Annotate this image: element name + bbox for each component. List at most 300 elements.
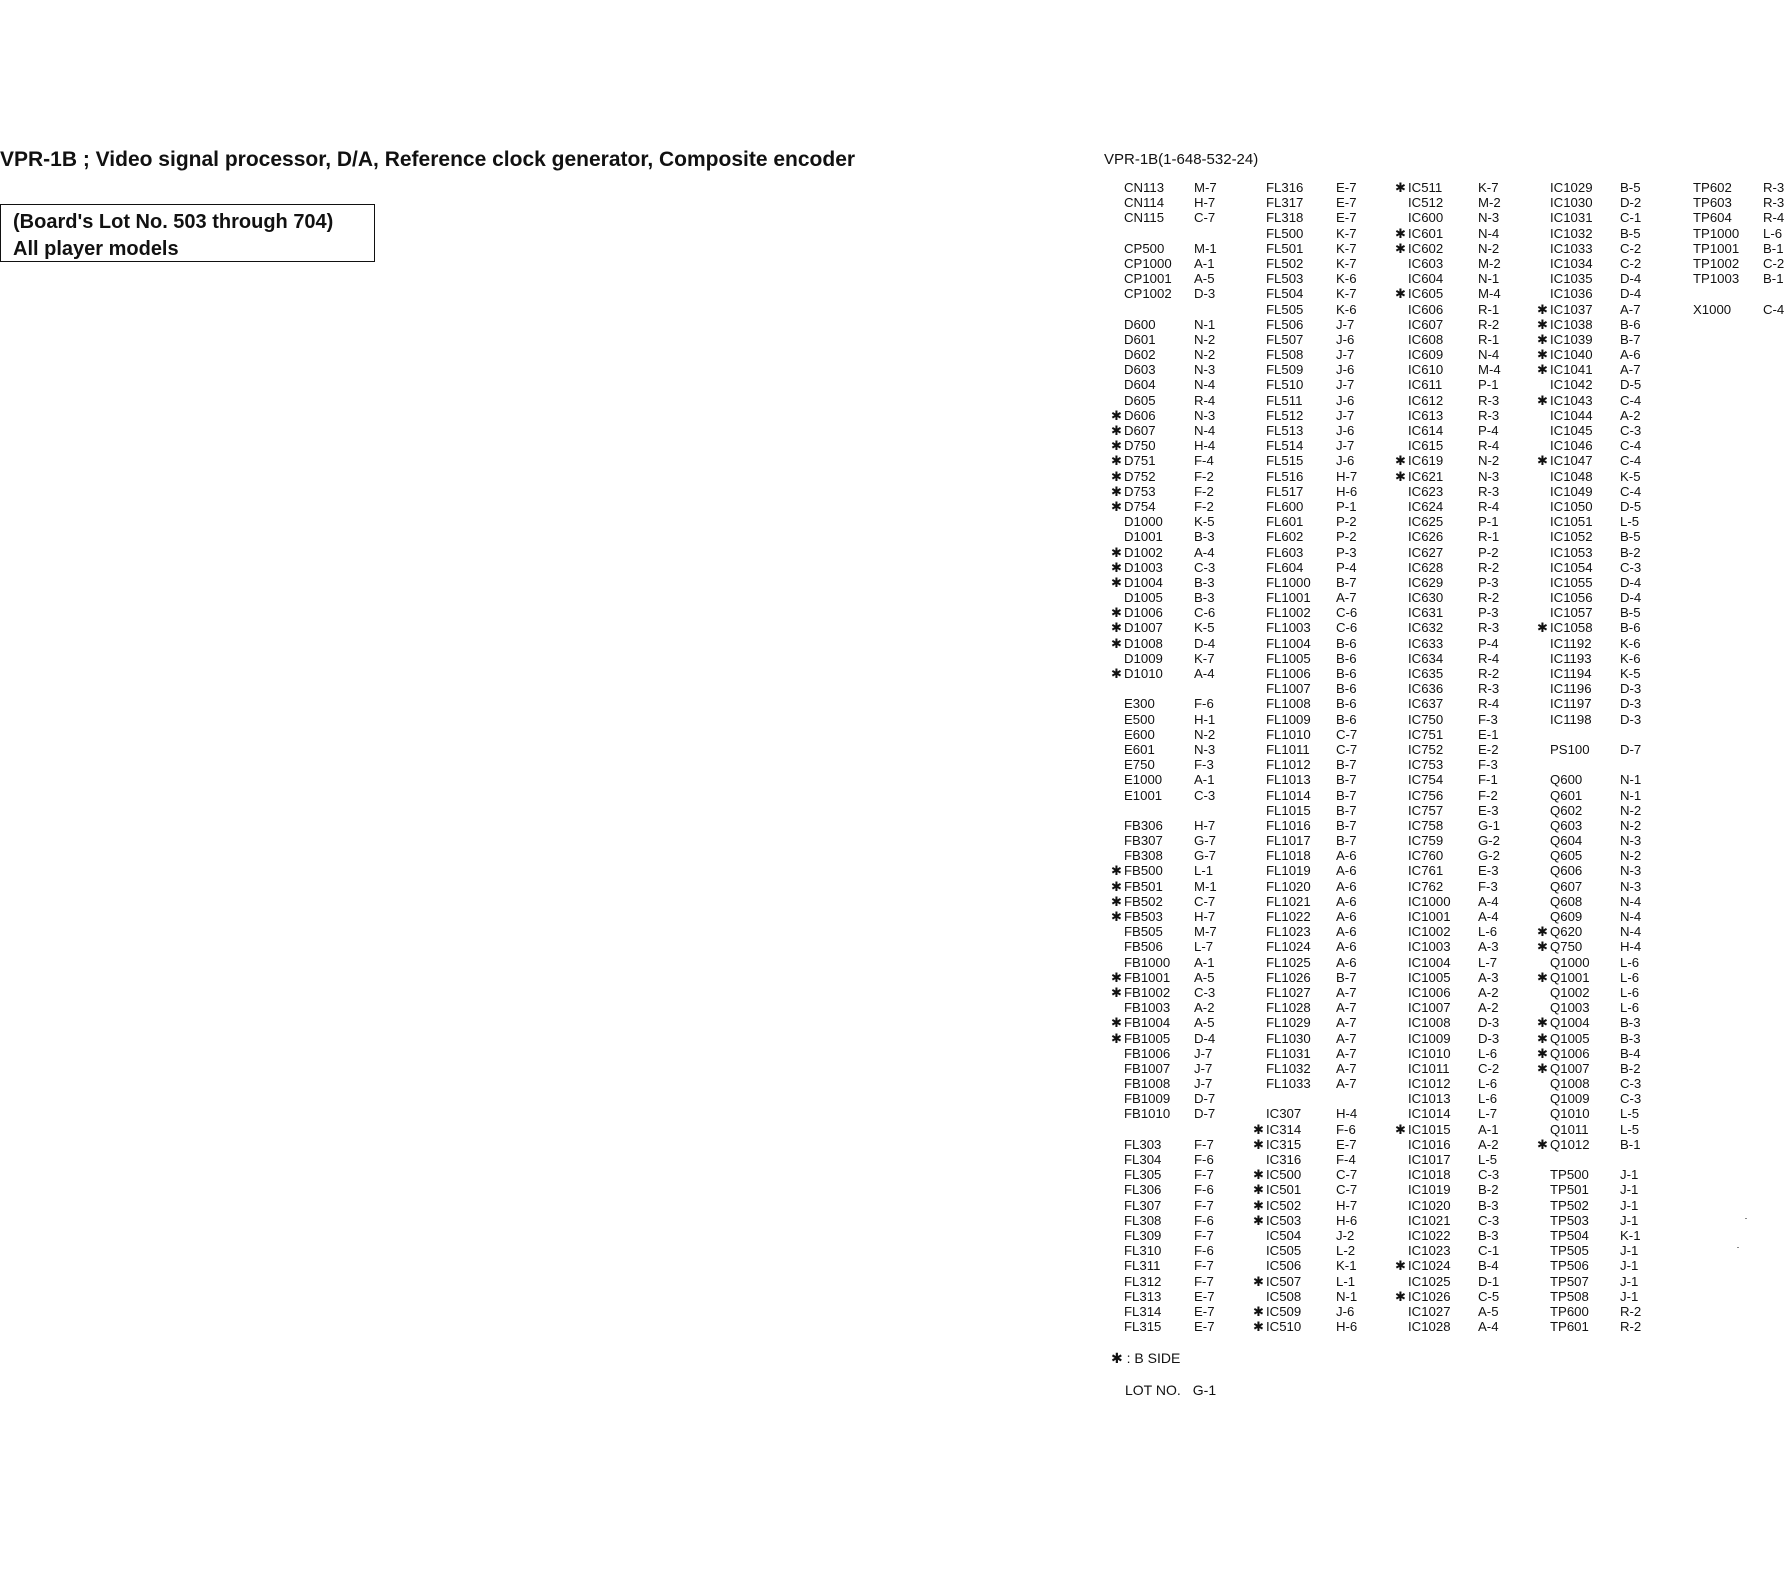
part-ref: FL1014: [1266, 787, 1311, 803]
part-location: B-3: [1620, 1015, 1641, 1031]
part-location: H-4: [1336, 1106, 1358, 1122]
part-ref: IC1052: [1550, 529, 1593, 545]
part-ref: D607: [1124, 423, 1156, 438]
part-location: F-7: [1194, 1258, 1214, 1274]
part-location: B-6: [1620, 620, 1641, 636]
part-location: A-5: [1194, 1015, 1215, 1031]
part-ref: FL1006: [1266, 666, 1311, 681]
part-ref: X1000: [1693, 301, 1732, 317]
part-location: A-4: [1478, 893, 1499, 909]
part-location: L-6: [1620, 954, 1640, 970]
part-ref: FL1005: [1266, 650, 1311, 666]
part-ref: IC619: [1408, 453, 1444, 469]
part-ref: FB505: [1124, 924, 1163, 940]
part-ref: FL315: [1124, 1319, 1162, 1335]
part-ref: FL314: [1124, 1303, 1162, 1319]
part-location: L-7: [1478, 1106, 1498, 1122]
b-side-marker: ✱: [1537, 924, 1549, 940]
part-ref: D1002: [1124, 544, 1163, 560]
part-location: C-4: [1620, 392, 1642, 408]
part-ref: FL1015: [1266, 802, 1311, 818]
part-ref: IC608: [1408, 331, 1444, 347]
part-ref: IC1004: [1408, 954, 1451, 970]
part-ref: D1007: [1124, 620, 1163, 636]
part-ref: FL601: [1266, 514, 1304, 530]
part-location: N-2: [1620, 817, 1642, 833]
models-text: All player models: [13, 238, 179, 260]
part-location: N-1: [1478, 271, 1500, 287]
part-ref: IC1001: [1408, 909, 1451, 924]
part-location: L-6: [1763, 225, 1783, 241]
part-ref: D605: [1124, 392, 1156, 408]
part-location: N-3: [1620, 863, 1642, 879]
part-location: F-4: [1336, 1152, 1356, 1167]
part-location: K-7: [1336, 240, 1357, 256]
part-ref: Q1003: [1550, 1000, 1590, 1016]
part-ref: Q603: [1550, 817, 1583, 833]
part-location: M-4: [1478, 362, 1501, 378]
part-ref: IC1029: [1550, 180, 1593, 195]
part-ref: FL1019: [1266, 863, 1311, 879]
part-ref: IC1026: [1408, 1288, 1451, 1304]
part-ref: IC500: [1266, 1167, 1302, 1183]
part-location: A-7: [1336, 1015, 1357, 1031]
part-location: H-7: [1194, 909, 1216, 924]
part-location: N-1: [1620, 772, 1642, 788]
part-location: P-3: [1478, 574, 1499, 590]
part-location: J-7: [1336, 438, 1355, 454]
part-ref: IC758: [1408, 817, 1444, 833]
part-location: K-7: [1194, 650, 1215, 666]
part-ref: FL603: [1266, 544, 1304, 560]
part-ref: IC501: [1266, 1182, 1302, 1198]
part-ref: IC612: [1408, 392, 1444, 408]
part-ref: FB1006: [1124, 1045, 1171, 1061]
part-ref: D751: [1124, 453, 1156, 469]
part-location: D-4: [1194, 1030, 1216, 1046]
part-location: F-6: [1194, 1182, 1214, 1198]
part-location: D-7: [1194, 1091, 1216, 1107]
part-location: K-1: [1620, 1227, 1641, 1243]
part-location: A-5: [1478, 1303, 1499, 1319]
part-location: R-4: [1763, 210, 1784, 226]
part-location: J-1: [1620, 1167, 1639, 1183]
part-ref: IC621: [1408, 468, 1444, 484]
part-ref: FL311: [1124, 1258, 1161, 1274]
part-ref: IC1012: [1408, 1076, 1451, 1092]
part-ref: IC510: [1266, 1319, 1302, 1335]
part-ref: FL1027: [1266, 984, 1311, 1000]
b-side-marker: ✱: [1537, 347, 1549, 363]
part-location: J-2: [1336, 1227, 1355, 1243]
part-ref: IC762: [1408, 878, 1444, 894]
part-ref: FL308: [1124, 1212, 1162, 1228]
part-ref: D1005: [1124, 590, 1163, 606]
part-location: P-1: [1478, 514, 1499, 530]
part-location: N-2: [1194, 726, 1216, 742]
part-ref: FL1022: [1266, 909, 1311, 924]
part-location: B-7: [1336, 817, 1357, 833]
part-ref: IC1036: [1550, 286, 1593, 302]
part-location: F-2: [1194, 468, 1214, 484]
part-location: K-6: [1336, 301, 1357, 317]
part-ref: Q1012: [1550, 1136, 1590, 1152]
part-location: R-4: [1478, 438, 1500, 454]
part-location: H-4: [1620, 939, 1642, 955]
part-ref: D1000: [1124, 514, 1163, 530]
part-ref: IC1015: [1408, 1121, 1451, 1137]
part-location: N-4: [1478, 225, 1500, 241]
part-ref: IC1008: [1408, 1015, 1451, 1031]
part-ref: IC1002: [1408, 924, 1451, 940]
part-ref: IC615: [1408, 438, 1444, 454]
part-location: C-7: [1336, 726, 1358, 742]
b-side-marker: ✱: [1111, 1015, 1123, 1031]
part-location: A-5: [1194, 271, 1215, 287]
part-location: R-3: [1478, 620, 1500, 636]
part-location: R-1: [1478, 331, 1500, 347]
part-ref: FB1005: [1124, 1030, 1171, 1046]
part-location: J-1: [1620, 1288, 1639, 1304]
part-ref: FB307: [1124, 833, 1163, 849]
part-ref: FL1031: [1266, 1045, 1311, 1061]
part-ref: CP500: [1124, 240, 1165, 256]
part-ref: IC1192: [1550, 635, 1592, 651]
part-location: C-4: [1763, 301, 1784, 317]
part-ref: IC307: [1266, 1106, 1302, 1122]
part-location: N-4: [1620, 893, 1642, 909]
part-ref: TP503: [1550, 1212, 1589, 1228]
part-ref: IC1197: [1550, 696, 1592, 712]
part-ref: FL515: [1266, 453, 1304, 469]
part-ref: IC635: [1408, 666, 1444, 681]
b-side-marker: ✱: [1537, 1060, 1549, 1076]
part-location: C-4: [1620, 438, 1642, 454]
b-side-marker: ✱: [1111, 620, 1123, 636]
part-ref: FL514: [1266, 438, 1304, 454]
part-ref: IC1023: [1408, 1243, 1451, 1259]
part-ref: CN113: [1124, 180, 1165, 195]
part-location: N-4: [1620, 909, 1642, 924]
part-location: A-7: [1620, 301, 1641, 317]
part-ref: FL1024: [1266, 939, 1311, 955]
part-location: J-1: [1620, 1273, 1639, 1289]
part-ref: IC602: [1408, 240, 1444, 256]
part-ref: IC1025: [1408, 1273, 1451, 1289]
part-ref: FL1020: [1266, 878, 1311, 894]
part-location: A-2: [1194, 1000, 1215, 1016]
part-ref: TP500: [1550, 1167, 1589, 1183]
part-ref: IC604: [1408, 271, 1444, 287]
part-location: A-6: [1336, 909, 1357, 924]
part-ref: IC634: [1408, 650, 1444, 666]
lot-range-text: (Board's Lot No. 503 through 704): [13, 211, 334, 233]
part-location: R-4: [1478, 650, 1500, 666]
part-ref: FB1002: [1124, 984, 1171, 1000]
part-location: B-7: [1336, 757, 1357, 773]
part-location: F-2: [1194, 483, 1214, 499]
b-side-marker: ✱: [1537, 1015, 1549, 1031]
part-location: A-6: [1336, 863, 1357, 879]
part-location: G-7: [1194, 848, 1216, 864]
b-side-marker: ✱: [1111, 666, 1123, 681]
part-location: B-3: [1620, 1030, 1641, 1046]
part-location: J-7: [1194, 1060, 1213, 1076]
part-ref: FL307: [1124, 1197, 1162, 1213]
part-ref: FL303: [1124, 1136, 1162, 1152]
part-ref: FL313: [1124, 1288, 1162, 1304]
part-ref: CP1002: [1124, 286, 1172, 302]
b-side-marker: ✱: [1111, 605, 1123, 621]
part-location: H-1: [1194, 711, 1216, 727]
part-ref: IC609: [1408, 347, 1444, 363]
part-ref: IC610: [1408, 362, 1444, 378]
part-ref: FL1030: [1266, 1030, 1311, 1046]
part-ref: IC1193: [1550, 650, 1592, 666]
part-ref: FL1021: [1266, 893, 1311, 909]
part-location: C-7: [1194, 893, 1216, 909]
b-side-marker: ✱: [1111, 453, 1123, 469]
part-location: J-6: [1336, 331, 1355, 347]
b-side-marker: ✱: [1111, 984, 1123, 1000]
part-location: B-6: [1336, 650, 1357, 666]
part-location: B-1: [1763, 240, 1784, 256]
b-side-marker: ✱: [1111, 1030, 1123, 1046]
part-ref: FL501: [1266, 240, 1304, 256]
part-ref: Q605: [1550, 848, 1583, 864]
part-location: J-1: [1620, 1258, 1639, 1274]
part-location: N-4: [1194, 377, 1216, 393]
part-ref: IC1049: [1550, 483, 1593, 499]
part-ref: IC503: [1266, 1212, 1302, 1228]
part-location: N-1: [1194, 316, 1216, 332]
part-ref: IC614: [1408, 423, 1444, 438]
part-ref: IC613: [1408, 407, 1444, 423]
part-location: P-4: [1336, 559, 1357, 575]
part-ref: IC623: [1408, 483, 1444, 499]
part-location: L-5: [1620, 1121, 1640, 1137]
part-location: J-6: [1336, 362, 1355, 378]
part-ref: FB502: [1124, 893, 1163, 909]
b-side-marker: ✱: [1111, 407, 1123, 423]
part-location: G-2: [1478, 833, 1500, 849]
part-ref: FL604: [1266, 559, 1304, 575]
part-ref: IC316: [1266, 1152, 1302, 1167]
part-ref: TP601: [1550, 1319, 1589, 1335]
part-location: R-4: [1478, 696, 1500, 712]
b-side-marker: ✱: [1395, 240, 1407, 256]
part-location: L-6: [1620, 984, 1640, 1000]
part-location: D-3: [1478, 1015, 1500, 1031]
part-location: J-7: [1194, 1076, 1213, 1092]
part-ref: Q609: [1550, 909, 1583, 924]
part-ref: FL600: [1266, 498, 1304, 514]
part-location: C-4: [1620, 483, 1642, 499]
part-location: R-2: [1620, 1319, 1642, 1335]
part-ref: IC1042: [1550, 377, 1593, 393]
part-ref: FL1009: [1266, 711, 1311, 727]
part-ref: FL500: [1266, 225, 1304, 241]
b-side-marker: ✱: [1537, 1030, 1549, 1046]
part-location: A-3: [1478, 969, 1499, 985]
part-ref: FL312: [1124, 1273, 1162, 1289]
part-ref: D1009: [1124, 650, 1163, 666]
part-ref: E600: [1124, 726, 1155, 742]
part-ref: D750: [1124, 438, 1156, 454]
b-side-marker: ✱: [1253, 1121, 1265, 1137]
part-location: A-4: [1194, 666, 1215, 681]
part-location: C-3: [1620, 1076, 1642, 1092]
part-ref: FL509: [1266, 362, 1304, 378]
part-ref: FB1010: [1124, 1106, 1171, 1122]
part-ref: TP1001: [1693, 240, 1740, 256]
b-side-marker: ✱: [1537, 301, 1549, 317]
part-location: D-4: [1620, 286, 1642, 302]
part-ref: IC1019: [1408, 1182, 1451, 1198]
part-location: F-3: [1194, 757, 1214, 773]
part-location: L-5: [1620, 514, 1640, 530]
part-location: J-1: [1620, 1197, 1639, 1213]
part-ref: FB1003: [1124, 1000, 1171, 1016]
part-location: F-6: [1336, 1121, 1356, 1137]
part-location: P-2: [1336, 529, 1357, 545]
part-location: L-7: [1194, 939, 1214, 955]
part-ref: FL1011: [1266, 741, 1310, 757]
page-title: VPR-1B ; Video signal processor, D/A, Reference clock generator, Composite encoder: [0, 148, 856, 171]
part-ref: FL510: [1266, 377, 1304, 393]
part-location: F-3: [1478, 878, 1498, 894]
part-ref: FB1001: [1124, 969, 1171, 985]
part-ref: IC1014: [1408, 1106, 1451, 1122]
part-location: P-1: [1478, 377, 1499, 393]
part-ref: E300: [1124, 696, 1155, 712]
part-ref: IC506: [1266, 1258, 1302, 1274]
part-location: A-2: [1620, 407, 1641, 423]
part-location: A-6: [1336, 924, 1357, 940]
b-side-marker: ✱: [1253, 1197, 1265, 1213]
part-ref: FL316: [1266, 180, 1304, 195]
part-location: A-1: [1194, 954, 1215, 970]
part-ref: TP604: [1693, 210, 1732, 226]
part-ref: TP600: [1550, 1303, 1589, 1319]
part-ref: IC606: [1408, 301, 1444, 317]
part-ref: FL318: [1266, 210, 1304, 226]
part-location: J-7: [1194, 1045, 1213, 1061]
part-location: B-3: [1194, 590, 1215, 606]
part-location: E-3: [1478, 802, 1499, 818]
lot-number-value: G-1: [1192, 1382, 1217, 1398]
part-location: N-2: [1478, 453, 1500, 469]
part-ref: FL1018: [1266, 848, 1311, 864]
part-location: R-1: [1478, 301, 1500, 317]
part-location: L-1: [1336, 1273, 1356, 1289]
part-location: B-7: [1336, 787, 1357, 803]
part-location: C-3: [1194, 559, 1216, 575]
part-location: F-6: [1194, 696, 1214, 712]
part-ref: IC1039: [1550, 331, 1593, 347]
part-ref: IC1055: [1550, 574, 1593, 590]
part-ref: IC1013: [1408, 1091, 1451, 1107]
part-ref: FL1028: [1266, 1000, 1311, 1016]
part-ref: IC760: [1408, 848, 1444, 864]
part-location: R-2: [1478, 666, 1500, 681]
part-location: J-1: [1620, 1243, 1639, 1259]
part-location: R-4: [1478, 498, 1500, 514]
part-location: L-5: [1620, 1106, 1640, 1122]
part-ref: IC1010: [1408, 1045, 1451, 1061]
b-side-marker: ✱: [1111, 574, 1123, 590]
part-location: D-4: [1620, 590, 1642, 606]
part-ref: IC1020: [1408, 1197, 1451, 1213]
part-ref: IC314: [1266, 1121, 1302, 1137]
part-location: A-7: [1620, 362, 1641, 378]
part-location: A-5: [1194, 969, 1215, 985]
part-location: R-3: [1478, 392, 1500, 408]
part-ref: E601: [1124, 741, 1155, 757]
b-side-marker: ✱: [1111, 969, 1123, 985]
b-side-marker: ✱: [1253, 1273, 1265, 1289]
part-location: C-7: [1336, 1167, 1358, 1183]
part-location: E-7: [1336, 180, 1357, 195]
part-location: A-4: [1194, 544, 1215, 560]
part-location: F-4: [1194, 453, 1214, 469]
part-location: K-7: [1336, 286, 1357, 302]
b-side-legend: [1111, 1350, 1180, 1367]
b-side-marker: ✱: [1253, 1212, 1265, 1228]
part-ref: FL1007: [1266, 681, 1311, 697]
part-location: J-6: [1336, 1303, 1355, 1319]
part-ref: IC633: [1408, 635, 1444, 651]
part-ref: FB1000: [1124, 954, 1171, 970]
part-location: N-2: [1620, 848, 1642, 864]
b-side-text: : B SIDE: [1126, 1350, 1181, 1366]
part-location: N-3: [1478, 210, 1500, 226]
part-location: M-1: [1194, 240, 1217, 256]
part-ref: E750: [1124, 757, 1155, 773]
part-ref: IC1022: [1408, 1227, 1451, 1243]
part-ref: IC1000: [1408, 893, 1451, 909]
part-ref: TP508: [1550, 1288, 1589, 1304]
part-ref: Q1001: [1550, 969, 1590, 985]
part-ref: Q1010: [1550, 1106, 1590, 1122]
part-ref: IC1047: [1550, 453, 1593, 469]
part-location: F-2: [1194, 498, 1214, 514]
part-ref: FL306: [1124, 1182, 1162, 1198]
part-ref: TP1003: [1693, 271, 1740, 287]
part-location: C-5: [1478, 1288, 1500, 1304]
part-location: M-2: [1478, 255, 1501, 271]
part-location: F-1: [1478, 772, 1498, 788]
part-ref: IC605: [1408, 286, 1444, 302]
part-location: J-7: [1336, 316, 1355, 332]
part-location: C-3: [1620, 559, 1642, 575]
part-location: D-3: [1620, 696, 1642, 712]
part-location: B-7: [1336, 772, 1357, 788]
part-location: P-2: [1478, 544, 1499, 560]
part-ref: FB500: [1124, 863, 1163, 879]
part-ref: IC509: [1266, 1303, 1302, 1319]
part-ref: IC1046: [1550, 438, 1593, 454]
part-ref: Q607: [1550, 878, 1583, 894]
part-location: B-6: [1336, 666, 1357, 681]
part-location: K-6: [1620, 635, 1641, 651]
part-ref: FL1004: [1266, 635, 1311, 651]
part-location: G-1: [1478, 817, 1500, 833]
part-location: B-1: [1763, 271, 1784, 287]
lot-number-label: LOT NO.: [1125, 1382, 1181, 1398]
b-side-marker: ✱: [1111, 878, 1123, 894]
part-location: D-1: [1478, 1273, 1500, 1289]
